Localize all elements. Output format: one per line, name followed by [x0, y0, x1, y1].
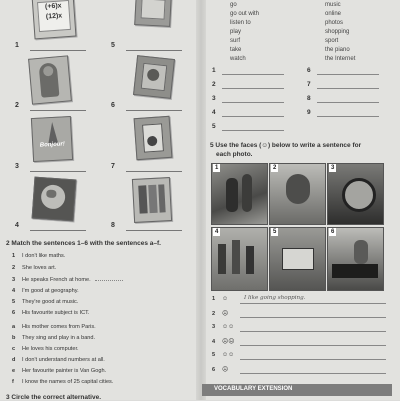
- sentence-2: 2 She loves art.: [12, 265, 57, 271]
- section-3-title: 3 Circle the correct alternative.: [6, 394, 102, 401]
- phrase-line-2[interactable]: [222, 88, 284, 89]
- sentence-f: f I know the names of 25 capital cities.: [12, 379, 114, 385]
- vocabulary-extension-banner: [202, 384, 392, 396]
- sentence-6: 6 His favourite subject is ICT.: [12, 310, 90, 316]
- answer-3: 3 ☺☺: [212, 324, 235, 330]
- photo-5: 5: [269, 227, 326, 291]
- section-5-title-line2: each photo.: [216, 151, 253, 158]
- phrase-line-4[interactable]: [222, 116, 284, 117]
- photo-6: 6: [327, 227, 384, 291]
- maths-icon: [32, 0, 77, 39]
- phrase-number-3: 3: [212, 95, 216, 102]
- answer-line-s5-6[interactable]: [240, 373, 386, 374]
- sentence-a: a His mother comes from Paris.: [12, 324, 96, 330]
- answer-line-s5-5[interactable]: [240, 359, 386, 360]
- answer-1: 1 ☺: [212, 296, 229, 302]
- answer-line-7[interactable]: [126, 171, 182, 172]
- phrase-line-8[interactable]: [317, 102, 379, 103]
- answer-line-3[interactable]: [30, 171, 86, 172]
- match-blank-3[interactable]: [95, 280, 123, 281]
- maths-icon-text: (+6)x (12)x: [37, 0, 71, 32]
- sentence-d: d I don't understand numbers at all.: [12, 357, 105, 363]
- geography-icon: [32, 177, 77, 222]
- answer-4: 4 ☹☹: [212, 339, 235, 345]
- phrase-line-6[interactable]: [317, 74, 379, 75]
- sentence-b: b They sing and play in a band.: [12, 335, 96, 341]
- art-icon: [134, 0, 172, 27]
- word-the-internet: the Internet: [325, 56, 356, 62]
- sentence-3: 3 He speaks French at home.: [12, 277, 123, 283]
- phrase-number-1: 1: [212, 67, 216, 74]
- phrase-number-5: 5: [212, 123, 216, 130]
- phrase-number-8: 8: [307, 95, 311, 102]
- phrase-line-5[interactable]: [222, 130, 284, 131]
- answer-line-s5-4[interactable]: [240, 345, 386, 346]
- word-online: online: [325, 11, 342, 17]
- answer-line-s5-2[interactable]: [240, 317, 386, 318]
- item-number-8: 8: [111, 222, 115, 229]
- photo-3: 3: [327, 163, 384, 225]
- smile-face-icon: ☺: [222, 296, 229, 302]
- science-icon: [28, 55, 72, 104]
- answer-2: 2 ☹: [212, 311, 229, 317]
- item-number-6: 6: [111, 102, 115, 109]
- word-go-out-with: go out with: [230, 11, 260, 17]
- photo-4: 4: [211, 227, 268, 291]
- answer-line-s5-1[interactable]: [240, 303, 386, 304]
- double-sad-icon: ☹☹: [222, 339, 235, 345]
- french-icon: [31, 116, 73, 162]
- phrase-line-7[interactable]: [317, 88, 379, 89]
- word-shopping: shopping: [325, 29, 350, 35]
- phrase-number-7: 7: [307, 81, 311, 88]
- item-number-1: 1: [15, 42, 19, 49]
- item-number-3: 3: [15, 163, 19, 170]
- word-go: go: [230, 2, 237, 8]
- phrase-line-1[interactable]: [222, 74, 284, 75]
- sentence-5: 5 They're good at music.: [12, 299, 79, 305]
- phrase-number-4: 4: [212, 109, 216, 116]
- sad-face-icon: ☹: [222, 367, 229, 373]
- word-the-piano: the piano: [325, 47, 350, 53]
- book-icon: [133, 55, 175, 99]
- double-smile-icon: ☺☺: [222, 324, 235, 330]
- answer-line-6[interactable]: [126, 110, 182, 111]
- word-take: take: [230, 47, 242, 53]
- word-photos: photos: [325, 20, 344, 26]
- word-listen-to: listen to: [230, 20, 251, 26]
- word-watch: watch: [230, 56, 246, 62]
- answer-line-5[interactable]: [126, 50, 182, 51]
- example-answer: I like going shopping.: [244, 295, 306, 301]
- answer-5: 5 ☺☺: [212, 352, 235, 358]
- answer-line-2[interactable]: [30, 110, 86, 111]
- item-number-5: 5: [111, 42, 115, 49]
- phrase-number-6: 6: [307, 67, 311, 74]
- bonjour-text: Bonjour!: [39, 141, 65, 149]
- sentence-c: c He loves his computer.: [12, 346, 79, 352]
- answer-line-s5-3[interactable]: [240, 331, 386, 332]
- sport-icon: [132, 177, 172, 223]
- item-number-7: 7: [111, 163, 115, 170]
- phrase-number-9: 9: [307, 109, 311, 116]
- item-number-2: 2: [15, 102, 19, 109]
- answer-line-1[interactable]: [30, 50, 86, 51]
- word-sport: sport: [325, 38, 339, 44]
- section-5-title-line1: 5 Use the faces (☺) below to write a sentence for: [210, 142, 362, 149]
- photo-1: 1: [211, 163, 268, 225]
- phrase-line-3[interactable]: [222, 102, 284, 103]
- phrase-number-2: 2: [212, 81, 216, 88]
- sad-face-icon: ☹: [222, 311, 229, 317]
- item-number-4: 4: [15, 222, 19, 229]
- word-play: play: [230, 29, 242, 35]
- music-icon: [134, 116, 173, 160]
- double-smile-icon: ☺☺: [222, 352, 235, 358]
- phrase-line-9[interactable]: [317, 116, 379, 117]
- answer-line-4[interactable]: [30, 230, 86, 231]
- word-music: music: [325, 2, 341, 8]
- word-surf: surf: [230, 38, 241, 44]
- vocabulary-extension-label: VOCABULARY EXTENSION: [214, 386, 293, 392]
- photo-2: 2: [269, 163, 326, 225]
- page-gutter: [196, 0, 206, 400]
- sentence-e: e Her favourite painter is Van Gogh.: [12, 368, 107, 374]
- section-2-title: 2 Match the sentences 1–6 with the sentences a–f.: [6, 240, 161, 247]
- answer-6: 6 ☹: [212, 367, 229, 373]
- sentence-4: 4 I'm good at geography.: [12, 288, 79, 294]
- answer-line-8[interactable]: [126, 230, 182, 231]
- sentence-1: 1 I don't like maths.: [12, 253, 66, 259]
